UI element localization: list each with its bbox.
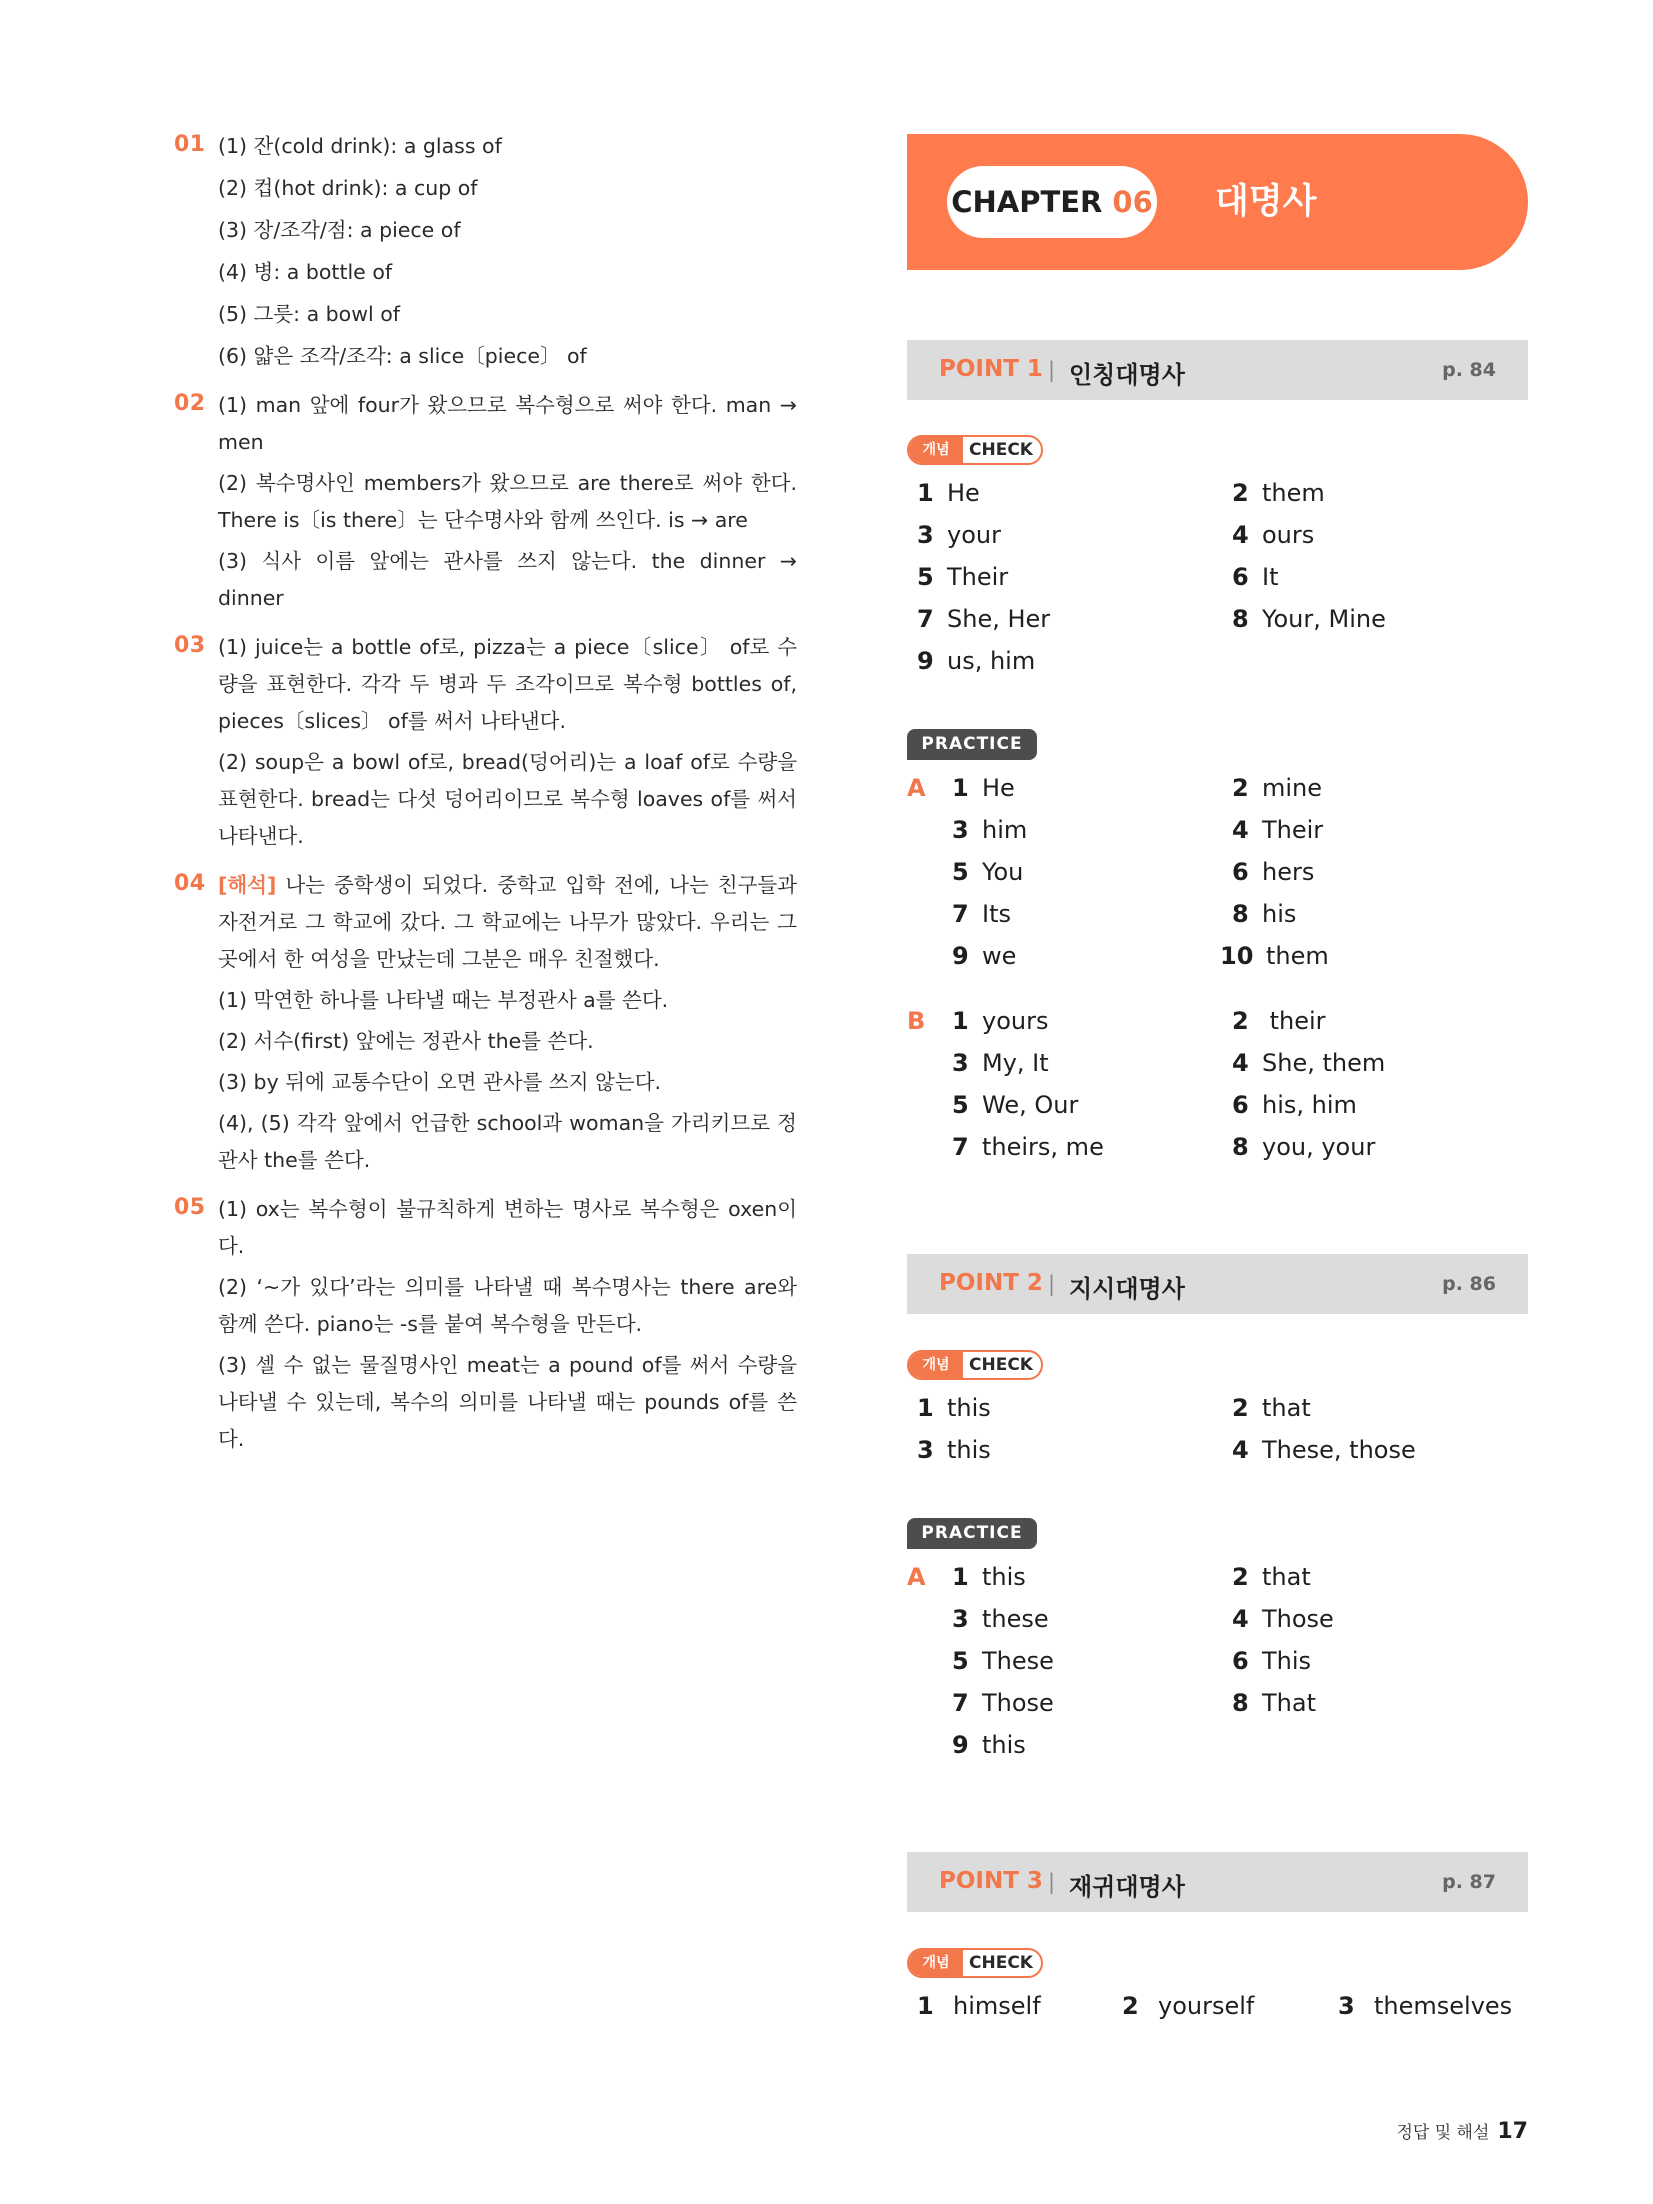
- point-page-ref: p. 84: [1442, 359, 1496, 381]
- answer-item: [1232, 1002, 1326, 1040]
- explanation-line: (2) 컵(hot drink): a cup of: [218, 176, 478, 200]
- concept-label: 개념: [909, 437, 963, 463]
- practice-badge: PRACTICE: [907, 1518, 1037, 1549]
- question-number: 03: [174, 633, 206, 658]
- concept-label: 개념: [909, 1950, 963, 1976]
- answer-number: 7: [952, 1133, 969, 1161]
- answer-number: 6: [1232, 1647, 1249, 1675]
- translation-text: 나는 중학생이 되었다. 중학교 입학 전에, 나는 친구들과 자전거로 그 학교에 갔다. 그 학교에는 나무가 많았다. 우리는 그곳에서 한 여성을 만났는데 그분은 매우 친절했다.: [218, 873, 797, 971]
- explanation-line: (3) 장/조각/점: a piece of: [218, 218, 461, 242]
- point-title: 인칭대명사: [1069, 361, 1185, 389]
- answer-item: [952, 937, 1016, 975]
- chapter-label-pill: [947, 166, 1157, 238]
- answer-number: 5: [952, 1091, 969, 1119]
- answer-value: Their: [1262, 816, 1324, 844]
- answer-number: 4: [1232, 1436, 1249, 1464]
- question-number: 01: [174, 132, 206, 157]
- explanation-line: (6) 얇은 조각/조각: a slice〔piece〕 of: [218, 344, 587, 368]
- answer-value: She, Her: [947, 605, 1051, 633]
- footer-label: 정답 및 해설: [1396, 2123, 1490, 2143]
- answer-item: [917, 1987, 1041, 2025]
- answer-number: 3: [952, 816, 969, 844]
- answer-value: She, them: [1262, 1049, 1386, 1077]
- answer-item: [952, 853, 1023, 891]
- explanation-paragraph: (2) soup은 a bowl of로, bread(덩어리)는 a loaf of로 수량을 표현한다. bread는 다섯 덩어리이므로 복수형 loaves of를 써서 나타낸다.: [218, 750, 797, 848]
- answer-number: 1: [917, 1394, 934, 1422]
- answer-value: theirs, me: [982, 1133, 1104, 1161]
- chapter-label: CHAPTER: [951, 185, 1103, 219]
- answer-value: mine: [1262, 774, 1323, 802]
- answer-item: [1232, 895, 1296, 933]
- answer-number: 8: [1232, 1133, 1249, 1161]
- answer-item: [1232, 1600, 1334, 1638]
- answer-value: We, Our: [982, 1091, 1079, 1119]
- point-1-header: [907, 340, 1528, 400]
- answer-number: 3: [1338, 1992, 1355, 2020]
- answer-value: ours: [1262, 521, 1315, 549]
- answer-item: [952, 895, 1011, 933]
- answer-value: This: [1262, 1647, 1312, 1675]
- concept-label: 개념: [909, 1352, 963, 1378]
- question-04: [174, 867, 797, 1179]
- answer-value: He: [947, 479, 980, 507]
- point-page-ref: p. 86: [1442, 1273, 1496, 1295]
- chapter-title: 대명사: [1215, 182, 1317, 222]
- explanation-paragraph: (2) ‘~가 있다’라는 의미를 나타낼 때 복수명사는 there are와 함께 쓴다. piano는 -s를 붙여 복수형을 만든다.: [218, 1275, 797, 1336]
- answer-number: 8: [1232, 1689, 1249, 1717]
- answer-number: 4: [1232, 1049, 1249, 1077]
- answer-value: Those: [982, 1689, 1054, 1717]
- answer-number: 1: [952, 1563, 969, 1591]
- explanation-paragraph: (3) 셀 수 없는 물질명사인 meat는 a pound of를 써서 수량을 나타낼 수 있는데, 복수의 의미를 나타낼 때는 pounds of를 쓴다.: [218, 1353, 797, 1451]
- answer-value: himself: [953, 1992, 1041, 2020]
- translation-tag: [해석]: [218, 873, 277, 897]
- answer-value: we: [982, 942, 1017, 970]
- answer-value: that: [1262, 1394, 1311, 1422]
- point-title: 지시대명사: [1069, 1275, 1185, 1303]
- chapter-banner: [907, 134, 1528, 270]
- answer-number: 3: [917, 521, 934, 549]
- explanation-paragraph: (1) man 앞에 four가 왔으므로 복수형으로 써야 한다. man → men: [218, 393, 797, 454]
- point-separator: |: [1048, 1272, 1056, 1296]
- explanation-paragraph: [218, 867, 797, 978]
- answer-number: 2: [1232, 1563, 1249, 1591]
- answer-value: Their: [947, 563, 1009, 591]
- answer-value: Your, Mine: [1262, 605, 1386, 633]
- answer-number: 6: [1232, 858, 1249, 886]
- answer-number: 5: [952, 1647, 969, 1675]
- answer-value: these: [982, 1605, 1049, 1633]
- practice-badge: PRACTICE: [907, 729, 1037, 760]
- explanation-line: (1) 잔(cold drink): a glass of: [218, 134, 502, 158]
- answer-item: [952, 1044, 1049, 1082]
- point-title: 재귀대명사: [1069, 1873, 1185, 1901]
- answer-number: 3: [952, 1049, 969, 1077]
- answer-value: this: [982, 1563, 1026, 1591]
- answer-item: [1232, 1128, 1375, 1166]
- check-label: CHECK: [969, 1953, 1033, 1973]
- question-03: [174, 629, 797, 855]
- explanation-paragraph: (1) juice는 a bottle of로, pizza는 a piece〔slice〕 of로 수량을 표현한다. 각각 두 병과 두 조각이므로 복수형 bottles of, pieces〔slices〕 of를 써서 나타낸다.: [218, 635, 797, 733]
- answer-number: 7: [917, 605, 934, 633]
- answer-number: 5: [952, 858, 969, 886]
- answer-number: 6: [1232, 563, 1249, 591]
- answer-item: [1122, 1987, 1254, 2025]
- answer-item: [1232, 1086, 1357, 1124]
- answer-item: [952, 1002, 1048, 1040]
- answer-item: [1232, 600, 1386, 638]
- explanation-paragraph: (3) 식사 이름 앞에는 관사를 쓰지 않는다. the dinner → dinner: [218, 549, 797, 610]
- answer-value: Its: [982, 900, 1011, 928]
- answer-value: them: [1262, 479, 1325, 507]
- section-label-a: A: [907, 1563, 926, 1591]
- answer-value: These: [982, 1647, 1054, 1675]
- point-label: POINT 3: [939, 1868, 1043, 1894]
- question-05: [174, 1191, 797, 1458]
- answer-number: 2: [1232, 1394, 1249, 1422]
- answer-item: [1220, 937, 1329, 975]
- answer-item: [1232, 811, 1323, 849]
- answer-value: this: [947, 1394, 991, 1422]
- answer-number: 2: [1232, 479, 1249, 507]
- point-3-header: [907, 1852, 1528, 1912]
- answer-value: his: [1262, 900, 1297, 928]
- point-separator: |: [1048, 358, 1056, 382]
- page-footer: [1396, 2118, 1528, 2144]
- section-label-a: A: [907, 774, 926, 802]
- explanation-line: (5) 그릇: a bowl of: [218, 302, 400, 326]
- answer-value: These, those: [1262, 1436, 1416, 1464]
- answer-item: [952, 1684, 1054, 1722]
- chapter-number: 06: [1112, 185, 1153, 219]
- answer-number: 7: [952, 1689, 969, 1717]
- answer-item: [952, 1558, 1026, 1596]
- answer-number: 4: [1232, 1605, 1249, 1633]
- answer-number: 9: [952, 942, 969, 970]
- answer-value: My, It: [982, 1049, 1049, 1077]
- question-02: [174, 387, 797, 617]
- answer-number: 1: [917, 1992, 934, 2020]
- answer-item: [917, 1431, 991, 1469]
- answer-number: 5: [917, 563, 934, 591]
- check-label: CHECK: [969, 1355, 1033, 1375]
- answer-value: him: [982, 816, 1028, 844]
- answer-value: That: [1262, 1689, 1316, 1717]
- answer-number: 2: [1122, 1992, 1139, 2020]
- answer-item: [952, 1642, 1054, 1680]
- answer-item: [952, 1086, 1078, 1124]
- answer-number: 2: [1232, 774, 1249, 802]
- explanation-paragraph: (3) by 뒤에 교통수단이 오면 관사를 쓰지 않는다.: [218, 1070, 661, 1094]
- answer-value: yourself: [1158, 1992, 1255, 2020]
- answer-value: us, him: [947, 647, 1036, 675]
- answer-item: [917, 600, 1050, 638]
- answer-number: 3: [917, 1436, 934, 1464]
- answer-number: 9: [917, 647, 934, 675]
- answer-item: [1232, 474, 1325, 512]
- page-number: 17: [1497, 2119, 1528, 2144]
- point-page-ref: p. 87: [1442, 1871, 1496, 1893]
- answer-value: hers: [1262, 858, 1315, 886]
- answer-number: 2: [1232, 1007, 1249, 1035]
- answer-item: [1232, 1431, 1416, 1469]
- answer-number: 1: [952, 774, 969, 802]
- check-label: CHECK: [969, 440, 1033, 460]
- answer-number: 6: [1232, 1091, 1249, 1119]
- point-label: POINT 2: [939, 1270, 1043, 1296]
- point-2-header: [907, 1254, 1528, 1314]
- answer-item: [952, 811, 1027, 849]
- answer-value: that: [1262, 1563, 1311, 1591]
- answer-item: [917, 1389, 991, 1427]
- point-separator: |: [1048, 1870, 1056, 1894]
- question-number: 05: [174, 1195, 206, 1220]
- explanation-paragraph: (2) 복수명사인 members가 왔으므로 are there로 써야 한다. There is〔is there〕는 단수명사와 함께 쓰인다. is → are: [218, 471, 797, 532]
- answer-number: 3: [952, 1605, 969, 1633]
- answer-item: [952, 769, 1015, 807]
- explanation-line: (4) 병: a bottle of: [218, 260, 393, 284]
- answer-value: You: [982, 858, 1024, 886]
- answer-number: 1: [952, 1007, 969, 1035]
- explanation-paragraph: (1) ox는 복수형이 불규칙하게 변하는 명사로 복수형은 oxen이다.: [218, 1197, 797, 1258]
- question-number: 04: [174, 871, 206, 896]
- answer-value: Those: [1262, 1605, 1334, 1633]
- answer-explanations: [174, 128, 797, 1470]
- answer-item: [952, 1600, 1049, 1638]
- answer-item: [1232, 853, 1314, 891]
- answer-number: 8: [1232, 605, 1249, 633]
- section-label-b: B: [907, 1007, 926, 1035]
- explanation-paragraph: (1) 막연한 하나를 나타낼 때는 부정관사 a를 쓴다.: [218, 988, 669, 1012]
- answer-item: [1232, 1044, 1385, 1082]
- answer-item: [917, 474, 980, 512]
- answer-value: them: [1266, 942, 1329, 970]
- answer-number: 8: [1232, 900, 1249, 928]
- answer-item: [1232, 558, 1279, 596]
- answer-item: [1232, 1684, 1316, 1722]
- answer-item: [917, 558, 1008, 596]
- answer-item: [1232, 769, 1322, 807]
- answer-item: [1232, 1558, 1311, 1596]
- answer-value: themselves: [1374, 1992, 1513, 2020]
- answer-value: your: [947, 521, 1001, 549]
- answer-number: 1: [917, 479, 934, 507]
- answer-number: 4: [1232, 816, 1249, 844]
- answer-value: this: [947, 1436, 991, 1464]
- answer-number: 7: [952, 900, 969, 928]
- concept-check-badge: [907, 1948, 1043, 1978]
- answer-item: [1232, 516, 1314, 554]
- concept-check-badge: [907, 435, 1043, 465]
- question-number: 02: [174, 391, 206, 416]
- answer-value: It: [1262, 563, 1279, 591]
- answer-item: [1338, 1987, 1512, 2025]
- answer-number: 4: [1232, 521, 1249, 549]
- explanation-paragraph: (4), (5) 각각 앞에서 언급한 school과 woman을 가리키므로 정관사 the를 쓴다.: [218, 1111, 797, 1172]
- answer-value: He: [982, 774, 1015, 802]
- point-label: POINT 1: [939, 356, 1043, 382]
- answer-item: [1232, 1389, 1311, 1427]
- answer-value: yours: [982, 1007, 1049, 1035]
- answer-item: [917, 642, 1035, 680]
- answer-item: [917, 516, 1001, 554]
- question-01: [174, 128, 797, 375]
- answer-value: their: [1262, 1007, 1326, 1035]
- answer-number: 10: [1220, 942, 1254, 970]
- answer-item: [952, 1726, 1026, 1764]
- concept-check-badge: [907, 1350, 1043, 1380]
- answer-value: you, your: [1262, 1133, 1376, 1161]
- answer-item: [952, 1128, 1104, 1166]
- explanation-paragraph: (2) 서수(first) 앞에는 정관사 the를 쓴다.: [218, 1029, 594, 1053]
- answer-item: [1232, 1642, 1311, 1680]
- answer-value: this: [982, 1731, 1026, 1759]
- answer-number: 9: [952, 1731, 969, 1759]
- answer-value: his, him: [1262, 1091, 1357, 1119]
